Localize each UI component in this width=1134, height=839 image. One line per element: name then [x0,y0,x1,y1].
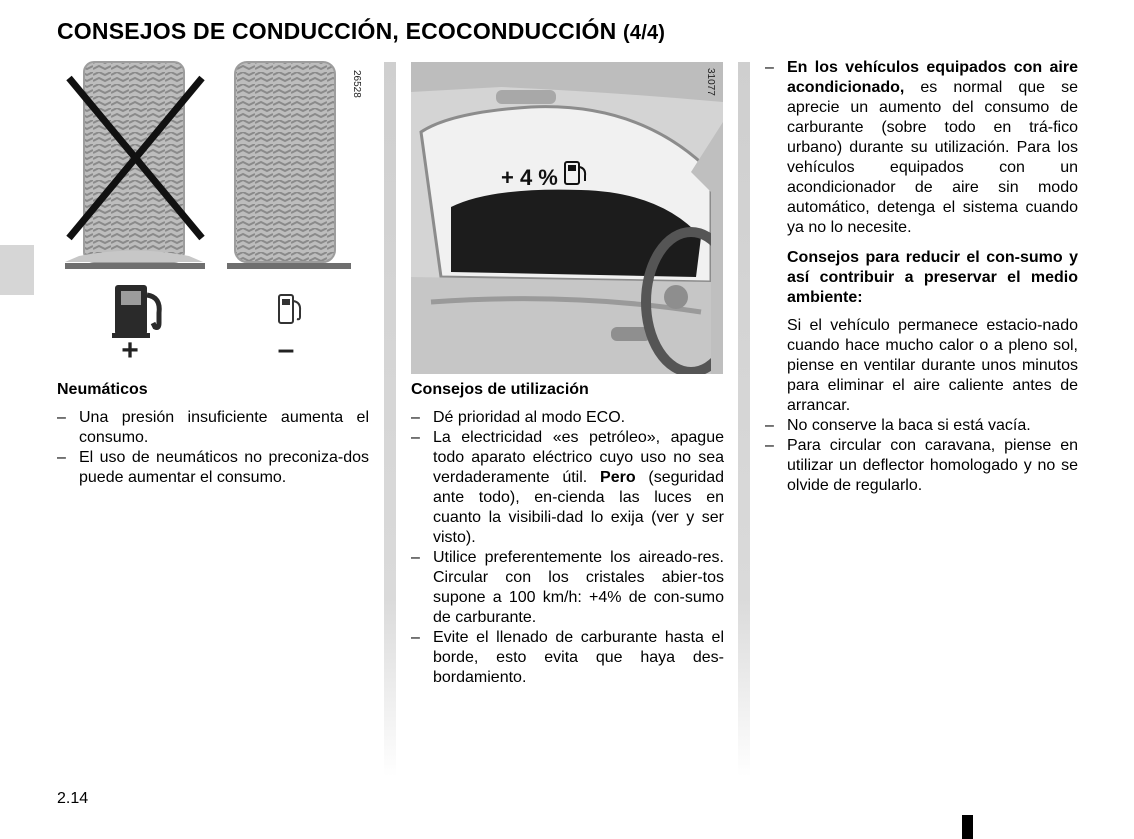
column-divider [384,62,396,777]
page-title-part: (4/4) [623,22,666,44]
list-item: – Para circular con caravana, piense en utilizar un deflector homologado y no se olvide de regularlo. [765,436,1078,496]
tyres-heading: Neumáticos [57,381,148,398]
list-item: – Utilice preferentemente los aireado-res. Circular con los cristales abier-tos supone a 100 km/h: +4% de con-sumo de carburante. [411,548,724,628]
car-interior-illustration [411,62,723,374]
list-item: – Evite el llenado de carburante hasta el borde, esto evita que haya des-bordamiento. [411,628,724,688]
list-item [411,428,724,548]
tyres-section [57,380,369,488]
emphasis-text: En los vehículos equipados con aire acondicionado, [787,59,1078,96]
fuel-minus-sign: – [277,333,295,366]
list-item-text: La electricidad «es petróleo», apague todo aparato eléctrico cuyo uso no sea verdaderamente útil. [433,429,724,486]
figure-ref-tyres: 26528 [351,70,362,98]
tyres-figure [57,60,369,370]
extra-tips-list [765,416,1078,496]
consumption-label: + 4 % [501,165,558,190]
environment-subheading: Consejos para reducir el con-sumo y así contribuir a preservar el medio ambiente: [787,249,1078,306]
tyres-list [57,408,369,488]
usage-tips-heading: Consejos de utilización [411,381,589,398]
interior-figure [411,62,723,374]
emphasis-text: Pero [600,469,636,486]
list-item: – Una presión insuficiente aumenta el consumo. [57,408,369,448]
list-item: – Dé prioridad al modo ECO. [411,408,724,428]
figure-ref-interior: 31077 [705,68,716,96]
list-item-text: es normal que se aprecie un aumento del consumo de carburante (sobre todo en trá-fico urbano) durante su utilización. Para los vehículos equipados con un acondicionador de aire sin modo automático, detenga el sistema cuando ya no lo necesite. [787,79,1078,236]
page-title [57,18,665,45]
list-item: – No conserve la baca si está vacía. [765,416,1078,436]
list-item-text: (seguridad ante todo), en-cienda las luces en cuanto la visibili-dad lo exija (ver y ser visto). [433,469,725,546]
air-conditioning-section [765,58,1078,496]
air-conditioning-list [765,58,1078,238]
correct-tyre-icon [227,62,351,269]
parking-paragraph: Si el vehículo permanece estacio-nado cuando hace mucho calor o a pleno sol, piense en ventilar durante unos minutos para eliminar el aire caliente antes de arrancar. [787,317,1078,414]
usage-tips-section [411,380,724,688]
fuel-pump-more-icon [112,285,159,338]
page-number: 2.14 [57,790,89,807]
fuel-pump-less-icon [279,295,300,323]
side-tab-marker [0,245,34,295]
usage-tips-list [411,408,724,688]
column-divider [738,62,750,777]
fuel-plus-sign: + [121,334,139,367]
list-item: – El uso de neumáticos no preconiza-dos puede aumentar el consumo. [57,448,369,488]
page-title-main: CONSEJOS DE CONDUCCIÓN, ECOCONDUCCIÓN [57,18,617,44]
list-item [765,58,1078,238]
corner-mark [962,815,973,839]
tyres-illustration [57,60,369,370]
